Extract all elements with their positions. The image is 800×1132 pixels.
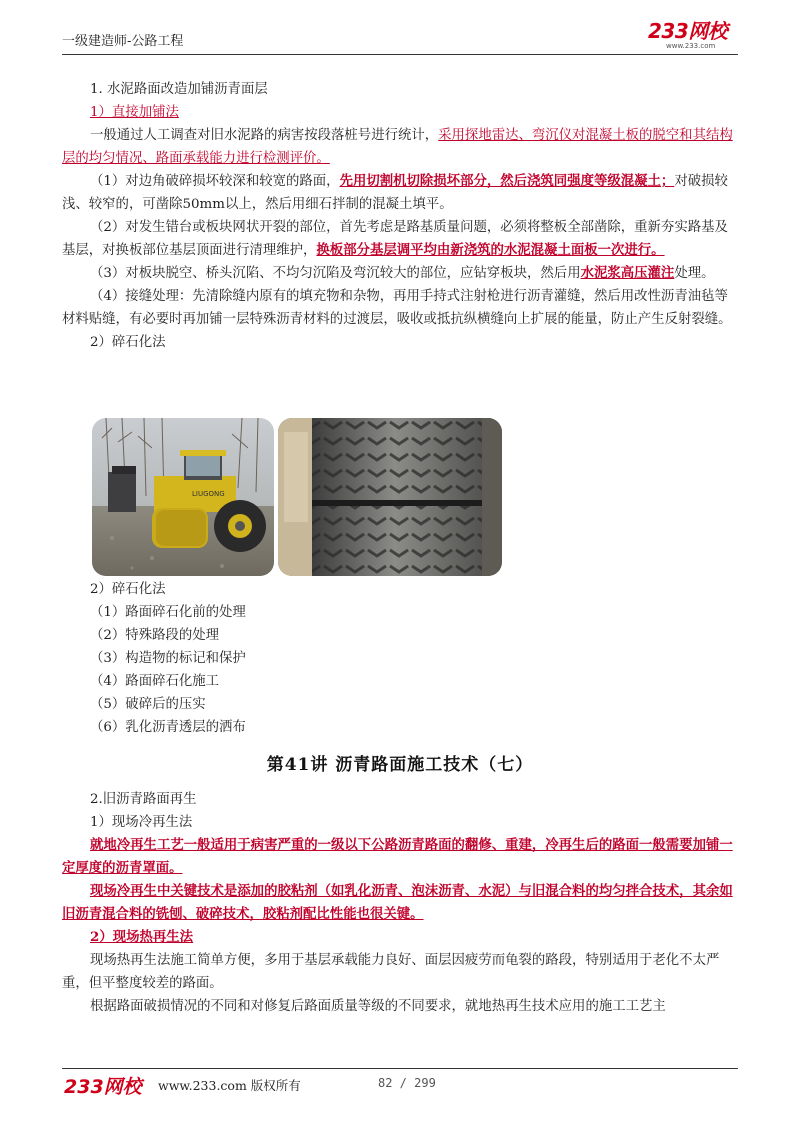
text-run: （2）对发生错台或板块网状开裂的部位，首先考虑是路基质量问题，必须将整板全部凿除，重新夯实路基及基层，对换板部位基层顶面进行清理维护，: [62, 220, 728, 258]
subsection-title: 1）直接加铺法: [90, 105, 179, 120]
subsection-title: 2）碎石化法: [90, 582, 166, 597]
photo-strip: [92, 418, 502, 576]
text-run: 对破损较浅、较窄的，可凿除50mm以上，然后用细石拌制的混凝土填平。: [62, 174, 728, 212]
section-cement-overlay: [62, 78, 738, 354]
list-item: （4）接缝处理：先清除缝内原有的填充物和杂物，再用手持式注射枪进行沥青灌缝，然后用改性沥青油毡等材料贴缝，有必要时再加铺一层特殊沥青材料的过渡层，吸收或抵抗纵横缝向上扩展的能量，防止产生反射裂缝。: [62, 289, 732, 327]
text-run: 一般通过人工调查对旧水泥路的病害按段落桩号进行统计，: [90, 128, 439, 143]
highlighted-text: 水泥浆高压灌注: [580, 265, 675, 281]
highlighted-text: 采用探地雷达、弯沉仪对混凝土板的脱空和其结构层的均匀情况、路面承载能力进行检测评价。: [62, 128, 733, 166]
paragraph: [62, 124, 738, 170]
section-title: 1. 水泥路面改造加铺沥青面层: [90, 82, 268, 97]
text-run: （1）对边角破碎损坏较深和较宽的路面，: [90, 174, 340, 189]
section-asphalt-recycling: [62, 788, 738, 1018]
page-number: 82 / 299: [378, 1076, 436, 1090]
document-header-title: 一级建造师-公路工程: [62, 34, 184, 49]
list-item: （4）路面碎石化施工: [90, 674, 220, 689]
paragraph: 根据路面破损情况的不同和对修复后路面质量等级的不同要求，就地热再生技术应用的施工工艺主: [90, 999, 666, 1014]
footer-copyright: www.233.com 版权所有: [158, 1078, 301, 1093]
list-item: [62, 216, 738, 262]
footer-divider: [62, 1068, 738, 1069]
list-item: （1）路面碎石化前的处理: [90, 605, 246, 620]
list-item: [62, 170, 738, 216]
lecture-heading: 第41讲 沥青路面施工技术（七）: [266, 755, 534, 775]
subsection-title: 2）碎石化法: [90, 335, 166, 350]
padfoot-drum-photo: [278, 418, 502, 576]
highlighted-paragraph: 就地冷再生工艺一般适用于病害严重的一级以下公路沥青路面的翻修、重建，冷再生后的路面一般需要加铺一定厚度的沥青罩面。: [62, 837, 733, 876]
list-item: （5）破碎后的压实: [90, 697, 206, 712]
paragraph: 现场热再生法施工简单方便，多用于基层承载能力良好、面层因疲劳而龟裂的路段，特别适用于老化不太严重，但平整度较差的路面。: [62, 953, 720, 991]
machine-brand-label: LIUGONG: [192, 490, 225, 498]
list-item: （6）乳化沥青透层的洒布: [90, 720, 246, 735]
brand-logo: [648, 20, 738, 54]
subsection-title: 1）现场冷再生法: [90, 815, 193, 830]
list-item: （2）特殊路段的处理: [90, 628, 220, 643]
logo-text: 233网校: [648, 19, 728, 43]
list-item: （3）构造物的标记和保护: [90, 651, 246, 666]
highlighted-paragraph: 现场冷再生中关键技术是添加的胶粘剂（如乳化沥青、泡沫沥青、水泥）与旧混合料的均匀拌合技术，其余如旧沥青混合料的铣刨、破碎技术，胶粘剂配比性能也很关键。: [62, 883, 733, 922]
text-run: 处理。: [674, 266, 715, 281]
highlighted-text: 先用切割机切除损坏部分，然后浇筑同强度等级混凝土；: [339, 173, 675, 189]
section-title: 2.旧沥青路面再生: [90, 792, 197, 807]
roller-machine-photo: [92, 418, 274, 576]
section-rubblization: [62, 578, 738, 739]
footer-logo: 233网校: [64, 1076, 142, 1098]
list-item: [62, 262, 738, 285]
highlighted-text: 换板部分基层调平均由新浇筑的水泥混凝土面板一次进行。: [316, 242, 665, 258]
header-divider: [62, 54, 738, 55]
logo-url: www.233.com: [666, 42, 716, 50]
text-run: （3）对板块脱空、桥头沉陷、不均匀沉陷及弯沉较大的部位，应钻穿板块，然后用: [90, 266, 581, 281]
subsection-title: 2）现场热再生法: [90, 929, 194, 945]
